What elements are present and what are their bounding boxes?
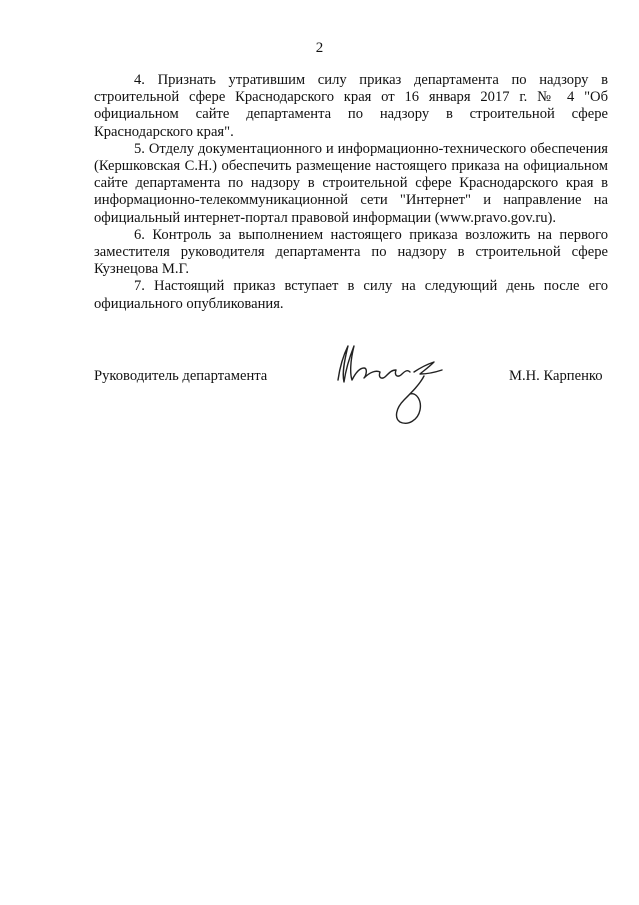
paragraph-7: 7. Настоящий приказ вступает в силу на следующий день после его официального опубликования. [94,278,608,312]
page-number: 2 [315,40,324,56]
handwritten-signature [320,332,450,432]
signatory-name: М.Н. Карпенко [509,368,603,384]
paragraph-4: 4. Признать утратившим силу приказ департамента по надзору в строительной сфере Краснодарского края от 16 января 2017 г. № 4 "Об официальном сайте департамента по надзору в строительной сфере Краснодарского края". [94,72,608,140]
signatory-position: Руководитель департамента [94,368,268,384]
paragraph-5: 5. Отделу документационного и информационно-технического обеспечения (Кершковская С.Н.) обеспечить размещение настоящего приказа на официальном сайте департамента по надзору в строительной сфере Краснодарского края в информационно-телекоммуникационной сети "Интернет" и направление на официальный интернет-портал правовой информации (www.pravo.gov.ru). [94,140,608,226]
paragraph-6: 6. Контроль за выполнением настоящего приказа возложить на первого заместителя руководителя департамента по надзору в строительной сфере Кузнецова М.Г. [94,226,608,278]
document-body [94,72,608,313]
